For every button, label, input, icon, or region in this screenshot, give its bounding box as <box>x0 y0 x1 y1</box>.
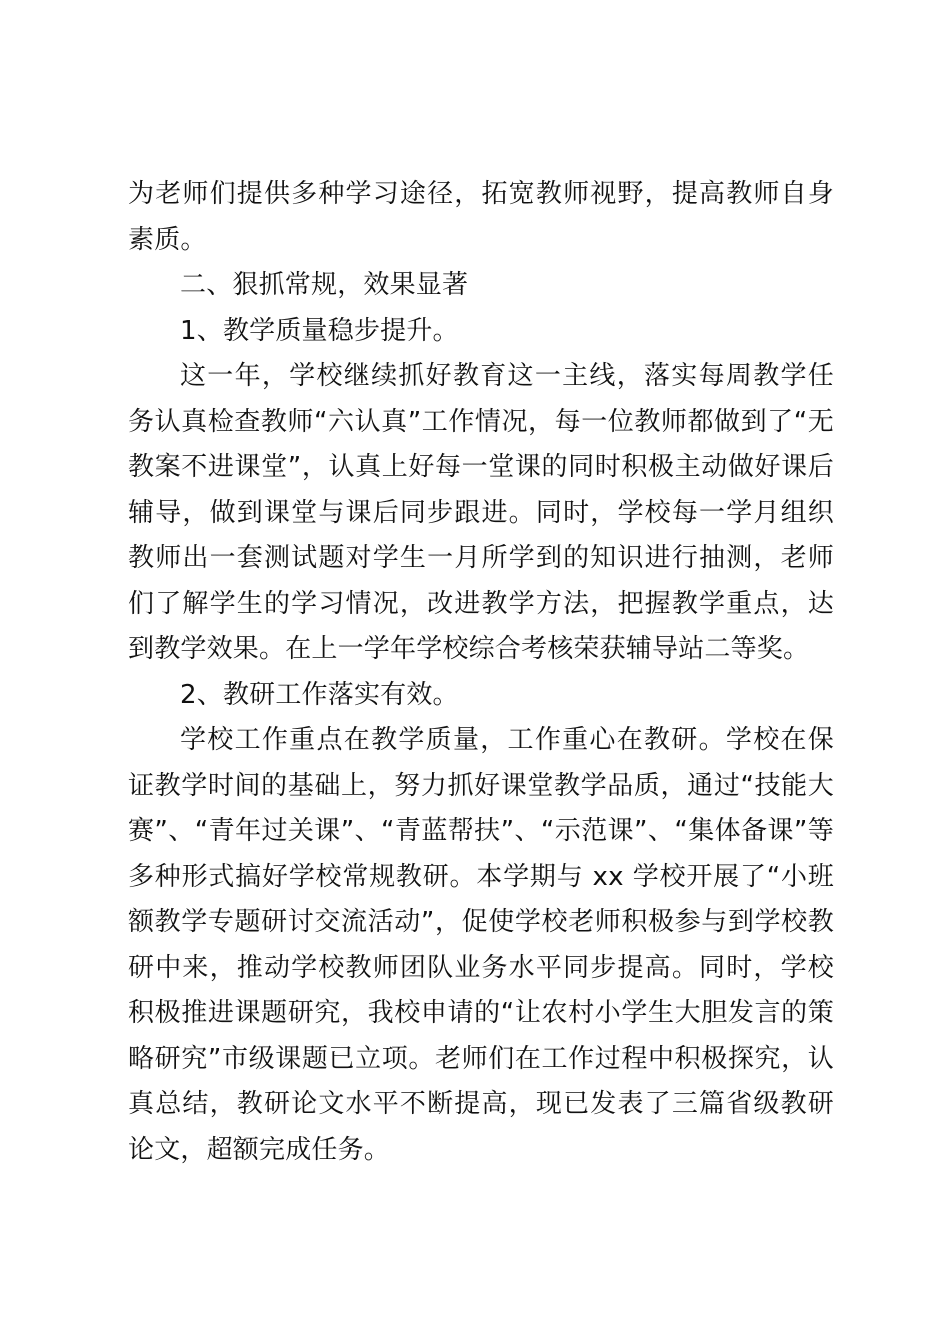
subheading-teaching-quality: 1、教学质量稳步提升。 <box>180 315 459 346</box>
section-heading: 二、狠抓常规，效果显著 <box>180 270 469 300</box>
body-text <box>128 172 834 1173</box>
paragraph-teaching-quality: 这一年，学校继续抓好教育这一主线，落实每周教学任务认真检查教师“六认真”工作情况，每一位教师都做到了“无教案不进课堂”，认真上好每一堂课的同时积极主动做好课后辅导，做到课堂与课后同步跟进。同时，学校每一学月组织教师出一套测试题对学生一月所学到的知识进行抽测，老师们了解学生的学习情况，改进教学方法，把握教学重点，达到教学效果。在上一学年学校综合考核荣获辅导站二等奖。 <box>128 361 834 664</box>
subheading-teaching-research: 2、教研工作落实有效。 <box>180 679 459 710</box>
paragraph-teaching-research: 学校工作重点在教学质量，工作重心在教研。学校在保证教学时间的基础上，努力抓好课堂教学品质，通过“技能大赛”、“青年过关课”、“青蓝帮扶”、“示范课”、“集体备课”等多种形式搞好学校常规教研。本学期与 xx 学校开展了“小班额教学专题研讨交流活动”，促使学校老师积极参与到学校教研中来，推动学校教师团队业务水平同步提高。同时，学校积极推进课题研究，我校申请的“让农村小学生大胆发言的策略研究”市级课题已立项。老师们在工作过程中积极探究，认真总结，教研论文水平不断提高，现已发表了三篇省级教研论文，超额完成任务。 <box>128 725 834 1165</box>
paragraph-continuation: 为老师们提供多种学习途径，拓宽教师视野，提高教师自身素质。 <box>128 179 834 255</box>
